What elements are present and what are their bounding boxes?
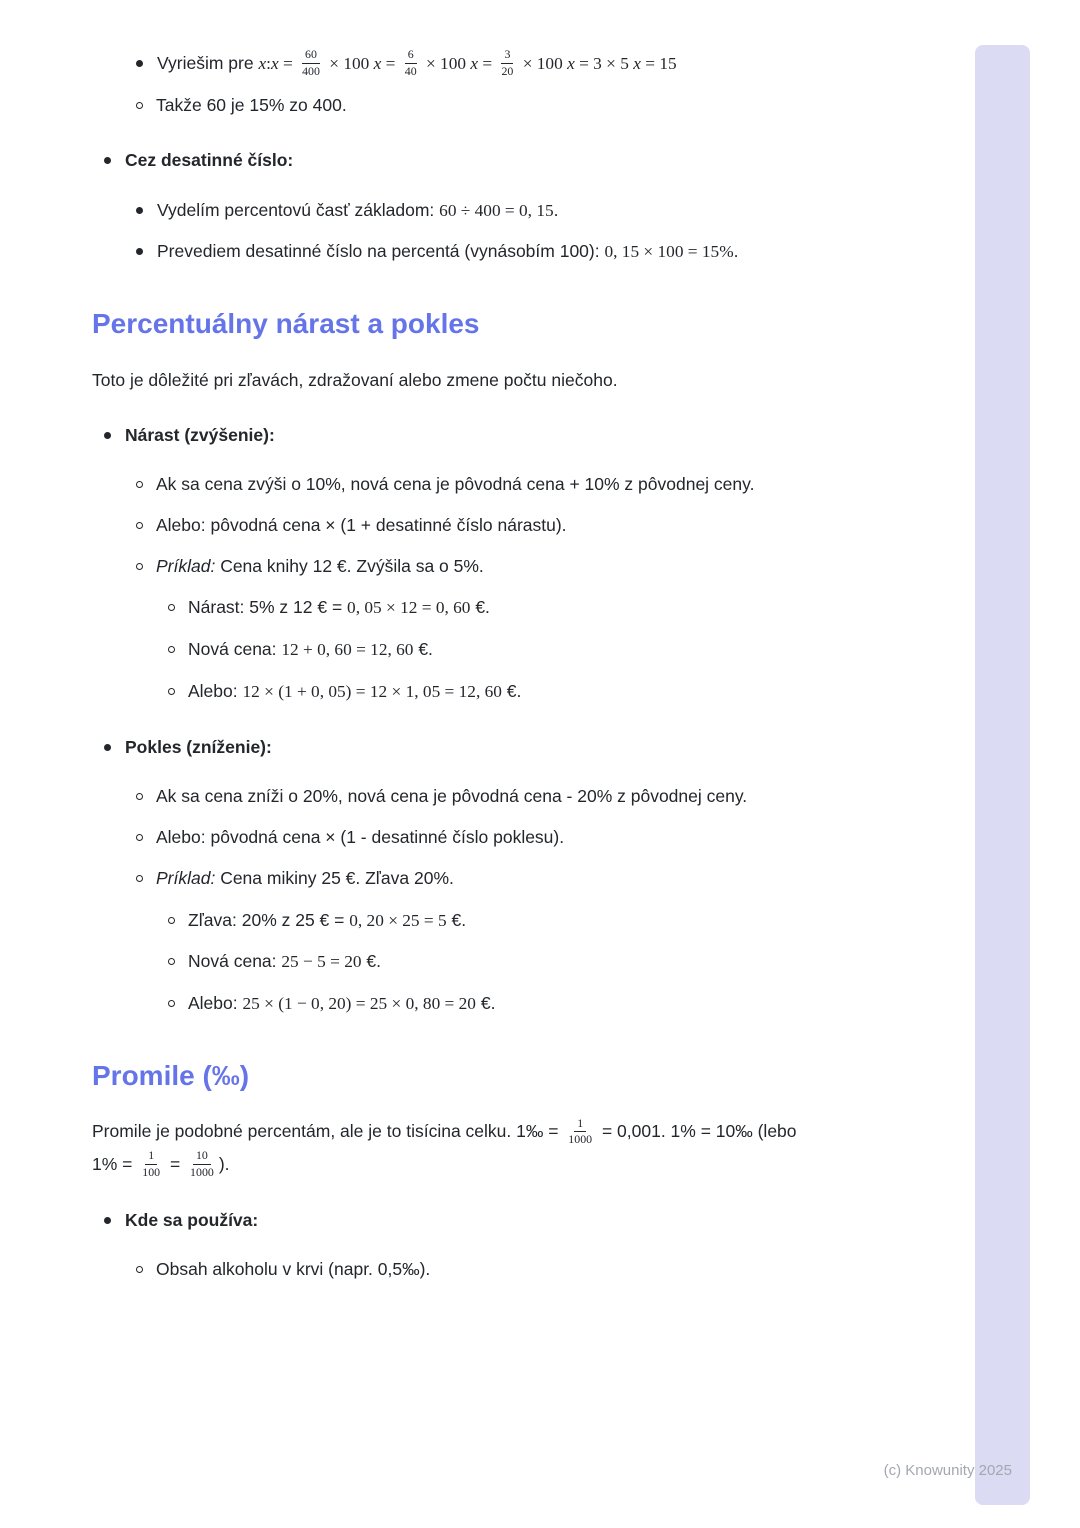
math-run: x: [470, 54, 479, 73]
bullet-circle-marker: [136, 1266, 143, 1273]
list-item: [92, 592, 822, 624]
bullet-circle-marker: [168, 646, 175, 653]
text-run: Takže 60 je 15% zo 400.: [156, 95, 347, 116]
section-heading: Percentuálny nárast a pokles: [92, 308, 480, 340]
list-item-text: [156, 781, 747, 812]
list-item-text: [125, 420, 275, 451]
math-run: =: [478, 54, 497, 73]
italic-run: Príklad:: [156, 556, 216, 577]
list-item: [92, 946, 822, 978]
math-run: 25 × (1 − 0, 20) = 25 × 0, 80 = 20: [242, 994, 476, 1014]
bullet-disc-marker: [104, 157, 111, 164]
list-item: [92, 988, 822, 1020]
text-run: €.: [501, 681, 522, 702]
text-run: Ak sa cena zvýši o 10%, nová cena je pôvodná cena + 10% z pôvodnej ceny.: [156, 473, 755, 494]
math-run: 0, 15 × 100 = 15%: [604, 242, 734, 262]
list-item-text: [188, 676, 521, 708]
text-run: Alebo: pôvodná cena × (1 - desatinné číslo poklesu).: [156, 827, 565, 848]
math-fraction: $\frac{3}{20}$: [501, 47, 514, 78]
list-item-text: [156, 1254, 430, 1285]
paragraph: [92, 1116, 822, 1181]
text-run: Vydelím percentovú časť základom:: [157, 199, 440, 220]
list-item: [92, 90, 822, 121]
list-item: [92, 195, 822, 227]
section-heading: Promile (‰): [92, 1060, 250, 1092]
list-item-text: [188, 905, 466, 937]
list-item-text: [156, 90, 347, 121]
math-run: 12 × (1 + 0, 05) = 12 × 1, 05 = 12, 60: [242, 682, 502, 702]
list-item-text: [188, 592, 490, 624]
bullet-disc-marker: [136, 207, 143, 214]
text-run: =: [165, 1153, 186, 1174]
text-run: .: [553, 199, 559, 220]
bullet-circle-marker: [168, 604, 175, 611]
list-item: [92, 420, 822, 451]
list-item: [92, 634, 822, 666]
text-run: Nárast: 5% z 12 € =: [188, 597, 348, 618]
bullet-circle-marker: [168, 958, 175, 965]
list-item-text: [156, 863, 454, 894]
text-run: Pokles (zníženie):: [125, 736, 272, 757]
bullet-disc-marker: [136, 248, 143, 255]
math-run: × 100: [518, 54, 568, 73]
list-item-text: [188, 946, 381, 978]
math-run: x: [567, 54, 575, 73]
bullet-circle-marker: [168, 917, 175, 924]
math-run: =: [381, 54, 400, 73]
math-run: = 3 × 5: [574, 54, 634, 73]
text-run: Alebo:: [188, 681, 243, 702]
text-run: Toto je dôležité pri zľavách, zdražovaní alebo zmene počtu niečoho.: [92, 369, 618, 390]
math-run: =: [278, 54, 298, 73]
watermark-text: (c) Knowunity 2025: [883, 1462, 1012, 1479]
math-run: x: [633, 54, 641, 73]
text-run: Cena knihy 12 €. Zvýšila sa o 5%.: [215, 556, 484, 577]
math-run: 0, 05 × 12 = 0, 60: [347, 598, 471, 618]
bullet-disc-marker: [104, 744, 111, 751]
math-run: = 15: [640, 54, 677, 73]
list-item: [92, 781, 822, 812]
list-item-text: [157, 48, 677, 80]
text-run: Zľava: 20% z 25 € =: [188, 909, 350, 930]
text-run: Nová cena:: [188, 951, 282, 972]
bullet-disc-marker: [104, 1217, 111, 1224]
list-item: [92, 905, 822, 937]
text-run: €.: [413, 639, 433, 660]
list-item: [92, 551, 822, 582]
text-run: Ak sa cena zníži o 20%, nová cena je pôvodná cena - 20% z pôvodnej ceny.: [156, 786, 748, 807]
bullet-circle-marker: [168, 1000, 175, 1007]
text-run: Kde sa používa:: [125, 1210, 259, 1231]
list-item: [92, 145, 822, 176]
bullet-disc-marker: [104, 432, 111, 439]
text-run: Vyriešim pre: [157, 53, 259, 73]
text-run: Cez desatinné číslo:: [125, 150, 294, 171]
text-run: Nová cena:: [188, 639, 282, 660]
list-item-text: [188, 634, 433, 666]
list-item-text: [125, 1205, 258, 1236]
math-fraction: $\frac{1}{100}$: [142, 1148, 161, 1179]
math-run: 60 ÷ 400 = 0, 15: [439, 200, 554, 220]
math-run: 12 + 0, 60 = 12, 60: [281, 640, 414, 660]
bullet-circle-marker: [136, 481, 143, 488]
math-run: 25 − 5 = 20: [281, 952, 362, 972]
text-run: ).: [218, 1153, 230, 1174]
list-item-text: [156, 510, 567, 541]
bullet-circle-marker: [168, 688, 175, 695]
list-item: [92, 863, 822, 894]
document-body: [92, 48, 822, 1295]
math-fraction: $\frac{1}{1000}$: [568, 1115, 593, 1147]
text-run: .: [733, 241, 739, 262]
list-item-text: [156, 469, 754, 500]
list-item: [92, 822, 822, 853]
bullet-circle-marker: [136, 563, 143, 570]
text-run: Obsah alkoholu v krvi (napr. 0,5‰).: [156, 1259, 431, 1280]
math-run: × 100: [324, 54, 374, 73]
text-run: €.: [470, 597, 490, 618]
bullet-circle-marker: [136, 834, 143, 841]
list-item-text: [125, 145, 293, 176]
list-item-text: [125, 732, 272, 763]
text-run: Promile je podobné percentám, ale je to tisícina celku. 1‰ =: [92, 1121, 564, 1142]
list-item-text: [157, 236, 739, 268]
list-item-text: [156, 551, 484, 582]
bullet-circle-marker: [136, 793, 143, 800]
text-run: €.: [446, 909, 467, 930]
list-item: [92, 48, 822, 80]
math-run: :: [266, 54, 271, 73]
math-run: x: [270, 54, 279, 73]
math-run: × 100: [421, 54, 471, 73]
math-fraction: $\frac{60}{400}$: [302, 47, 320, 78]
text-run: Nárast (zvýšenie):: [125, 424, 275, 445]
list-item-text: [157, 195, 559, 227]
math-fraction: $\frac{6}{40}$: [404, 47, 417, 78]
math-run: x: [373, 54, 382, 73]
bullet-circle-marker: [136, 102, 143, 109]
list-item: [92, 676, 822, 708]
math-fraction: $\frac{10}{1000}$: [190, 1148, 214, 1179]
text-run: = 0,001. 1% = 10‰ (lebo 1% =: [92, 1121, 797, 1174]
text-run: €.: [475, 993, 496, 1014]
list-item: [92, 732, 822, 763]
list-item: [92, 236, 822, 268]
italic-run: Príklad:: [156, 868, 216, 889]
text-run: Cena mikiny 25 €. Zľava 20%.: [215, 868, 454, 889]
text-run: Prevediem desatinné číslo na percentá (vynásobím 100):: [157, 241, 605, 262]
list-item-text: [188, 988, 495, 1020]
bullet-disc-marker: [136, 60, 143, 67]
list-item: [92, 1254, 822, 1285]
paragraph: [92, 365, 822, 396]
text-run: Alebo:: [188, 993, 243, 1014]
math-run: x: [258, 54, 267, 73]
math-run: 0, 20 × 25 = 5: [349, 910, 447, 930]
list-item: [92, 1205, 822, 1236]
list-item: [92, 510, 822, 541]
bullet-circle-marker: [136, 522, 143, 529]
list-item: [92, 469, 822, 500]
text-run: €.: [361, 951, 381, 972]
scrollbar-thumb[interactable]: [975, 45, 1030, 1505]
list-item-text: [156, 822, 564, 853]
text-run: Alebo: pôvodná cena × (1 + desatinné číslo nárastu).: [156, 515, 567, 536]
bullet-circle-marker: [136, 875, 143, 882]
